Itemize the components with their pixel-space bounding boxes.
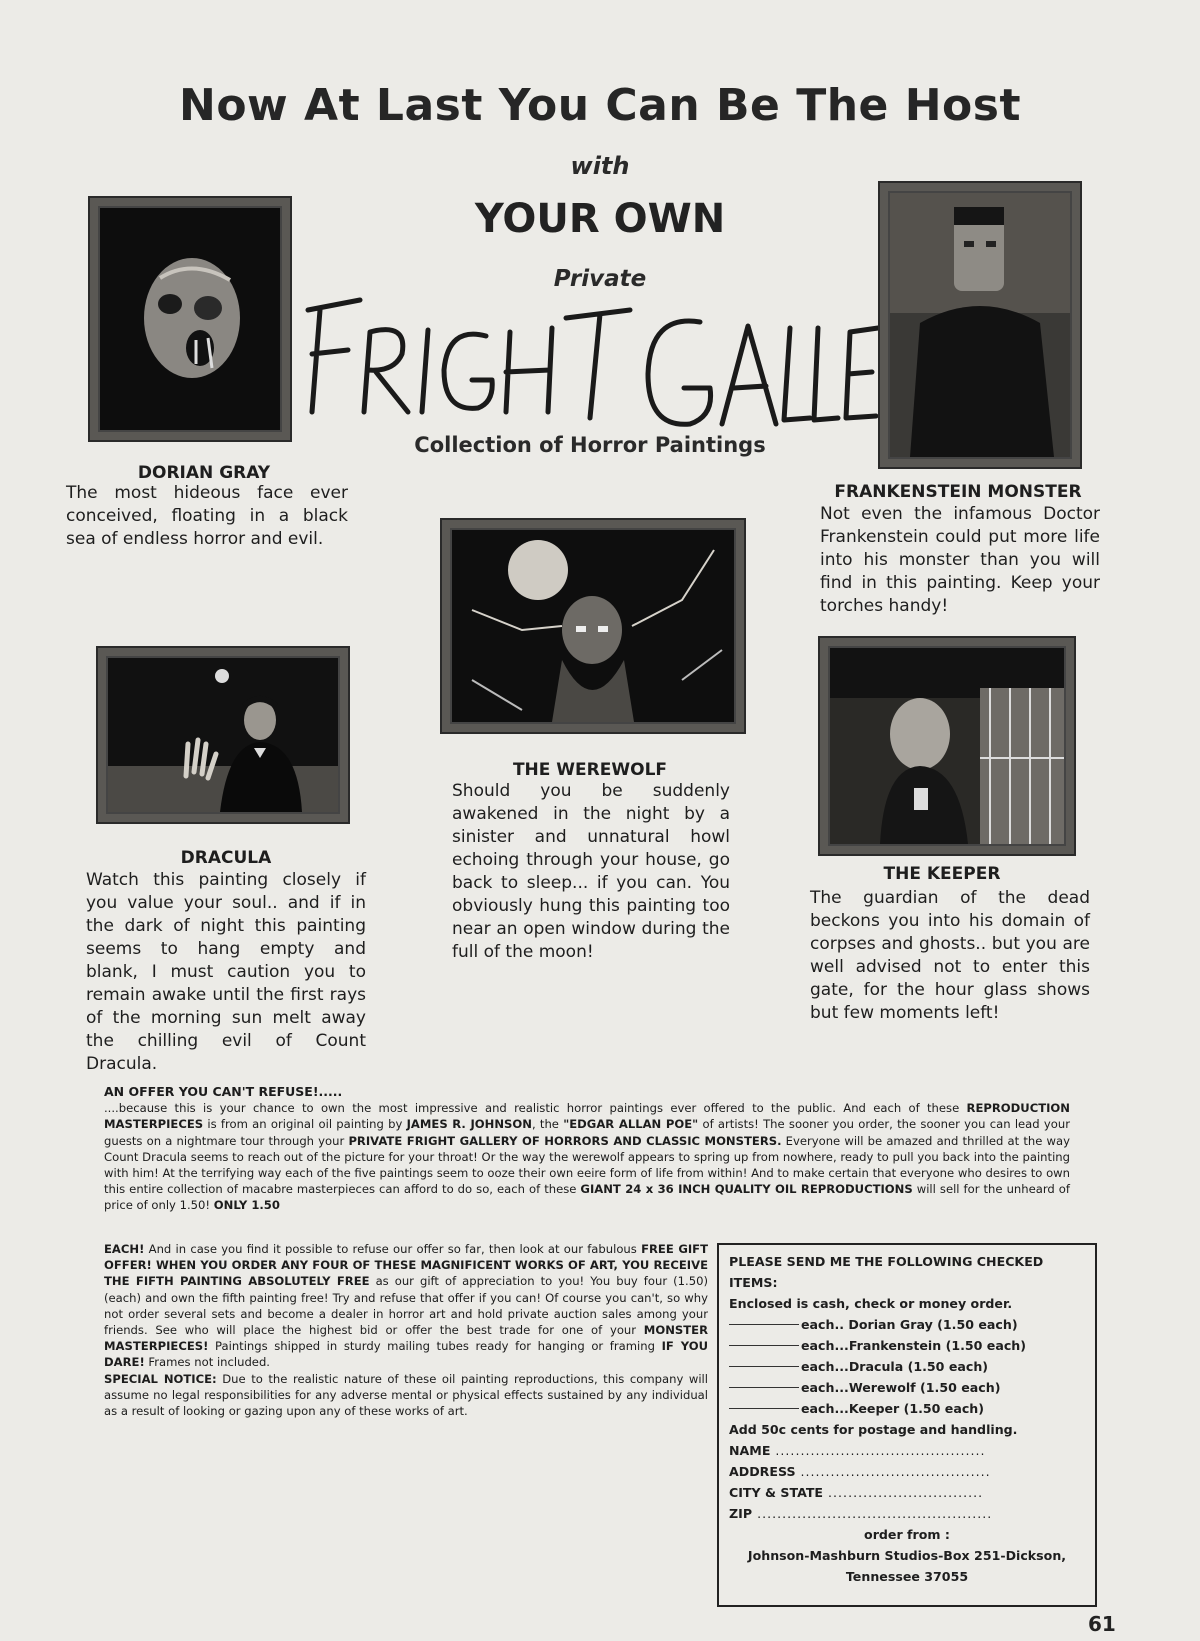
order-item-dracula[interactable]: each...Dracula (1.50 each) — [729, 1356, 1085, 1377]
order-postage: Add 50c cents for postage and handling. — [729, 1422, 1018, 1437]
subhead-with: with — [570, 152, 630, 180]
fright-gallery-logo — [290, 292, 910, 442]
painting-werewolf — [440, 518, 746, 734]
order-form-heading: PLEASE SEND ME THE FOLLOWING CHECKED ITEMS: — [729, 1254, 1044, 1290]
dorian-title: DORIAN GRAY — [137, 463, 271, 483]
order-from-label: order from : — [864, 1527, 950, 1542]
dracula-desc: Watch this painting closely if you value your soul.. and if in the dark of night this painting seems to hang empty and blank, I must caution you to remain awake until the first rays of the morning sun melt away the chilling evil of Count Dracula. — [86, 870, 366, 1074]
gift-offer-section — [104, 1241, 708, 1419]
zip-field[interactable]: ZIP ............................................... — [729, 1506, 993, 1521]
painting-dracula — [96, 646, 350, 824]
keeper-desc: The guardian of the dead beckons you into his domain of corpses and ghosts.. but you are well advised not to enter this gate, for the hour glass shows but few moments left! — [810, 888, 1090, 1023]
order-city: Tennessee 37055 — [845, 1569, 969, 1584]
order-item-werewolf[interactable]: each...Werewolf (1.50 each) — [729, 1377, 1085, 1398]
subhead-private: Private — [553, 266, 647, 292]
order-company: Johnson-Mashburn Studios-Box 251-Dickson, — [747, 1548, 1067, 1563]
name-field[interactable]: NAME .......................................... — [729, 1443, 986, 1458]
werewolf-title: THE WEREWOLF — [512, 760, 668, 780]
keeper-title: THE KEEPER — [883, 864, 1001, 884]
headline: Now At Last You Can Be The Host — [179, 80, 1021, 131]
order-item-keeper[interactable]: each...Keeper (1.50 each) — [729, 1398, 1085, 1419]
subhead-your-own: YOUR OWN — [474, 196, 726, 242]
city-state-field[interactable]: CITY & STATE ............................... — [729, 1485, 984, 1500]
dracula-title: DRACULA — [180, 848, 272, 868]
order-form[interactable] — [717, 1243, 1097, 1607]
frankenstein-desc: Not even the infamous Doctor Frankenstein could put more life into his monster than you will find in this painting. Keep your torches handy! — [820, 504, 1100, 616]
frankenstein-title: FRANKENSTEIN MONSTER — [834, 482, 1082, 502]
order-item-dorian[interactable]: each.. Dorian Gray (1.50 each) — [729, 1314, 1085, 1335]
order-enclosed: Enclosed is cash, check or money order. — [729, 1296, 1013, 1311]
offer-heading: AN OFFER YOU CAN'T REFUSE!..... — [104, 1084, 343, 1099]
fright-logo-text: FRIGHT GALLERY — [290, 292, 299, 293]
dorian-desc: The most hideous face ever conceived, floating in a black sea of endless horror and evil. — [66, 483, 348, 549]
offer-section — [104, 1084, 1070, 1214]
painting-dorian-gray — [88, 196, 292, 442]
special-notice: SPECIAL NOTICE: Due to the realistic nature of these oil painting reproductions, this company will assume no legal responsibilities for any adverse mental or physical effects sustained by any individual as a result of looking or gazing upon any of these works of art. — [104, 1371, 708, 1419]
order-item-frankenstein[interactable]: each...Frankenstein (1.50 each) — [729, 1335, 1085, 1356]
painting-frankenstein — [878, 181, 1082, 469]
werewolf-desc: Should you be suddenly awakened in the night by a sinister and unnatural howl echoing through your house, go back to sleep... if you can. You obviously hung this painting too near an open window during the full of the moon! — [452, 781, 730, 962]
address-field[interactable]: ADDRESS ...................................... — [729, 1464, 991, 1479]
page-number: 61 — [1088, 1612, 1116, 1636]
collection-subtitle: Collection of Horror Paintings — [414, 433, 766, 457]
gift-offer-paragraph: EACH! And in case you find it possible to refuse our offer so far, then look at our fabulous FREE GIFT OFFER! WHEN YOU ORDER ANY FOUR OF THESE MAGNIFICENT WORKS OF ART, YOU RECEIVE THE FIFTH PAINTING ABSOLUTELY FREE as our gift of appreciation to you! You buy four (1.50) (each) and own the fifth painting free! Try and refuse that offer if you can! Of course you can't, so why not order several sets and become a dealer in horror art and hold private auction sales among your friends. See who will place the highest bid or offer the best trade for one of your MONSTER MASTERPIECES! Paintings shipped in sturdy mailing tubes ready for hanging or framing IF YOU DARE! Frames not included. — [104, 1242, 708, 1370]
painting-keeper — [818, 636, 1076, 856]
offer-paragraph: ....because this is your chance to own the most impressive and realistic horror paintings ever offered to the public. And each of these REPRODUCTION MASTERPIECES is from an original oil painting by JAMES R. JOHNSON, the "EDGAR ALLAN POE" of artists! The sooner you order, the sooner you can lead your guests on a nightmare tour through your PRIVATE FRIGHT GALLERY OF HORRORS AND CLASSIC MONSTERS. Everyone will be amazed and thrilled at the way Count Dracula seems to reach out of the picture for your throat! Or the way the werewolf appears to spring up from nowhere, ready to pull you back into the painting with him! At the terrifying way each of the five paintings seem to ooze their own eeire form of life from within! And to make certain that everyone who desires to own this entire collection of macabre masterpieces can afford to do so, each of these GIANT 24 x 36 INCH QUALITY OIL REPRODUCTIONS will sell for the unheard of price of only 1.50! ONLY 1.50 — [104, 1101, 1070, 1213]
